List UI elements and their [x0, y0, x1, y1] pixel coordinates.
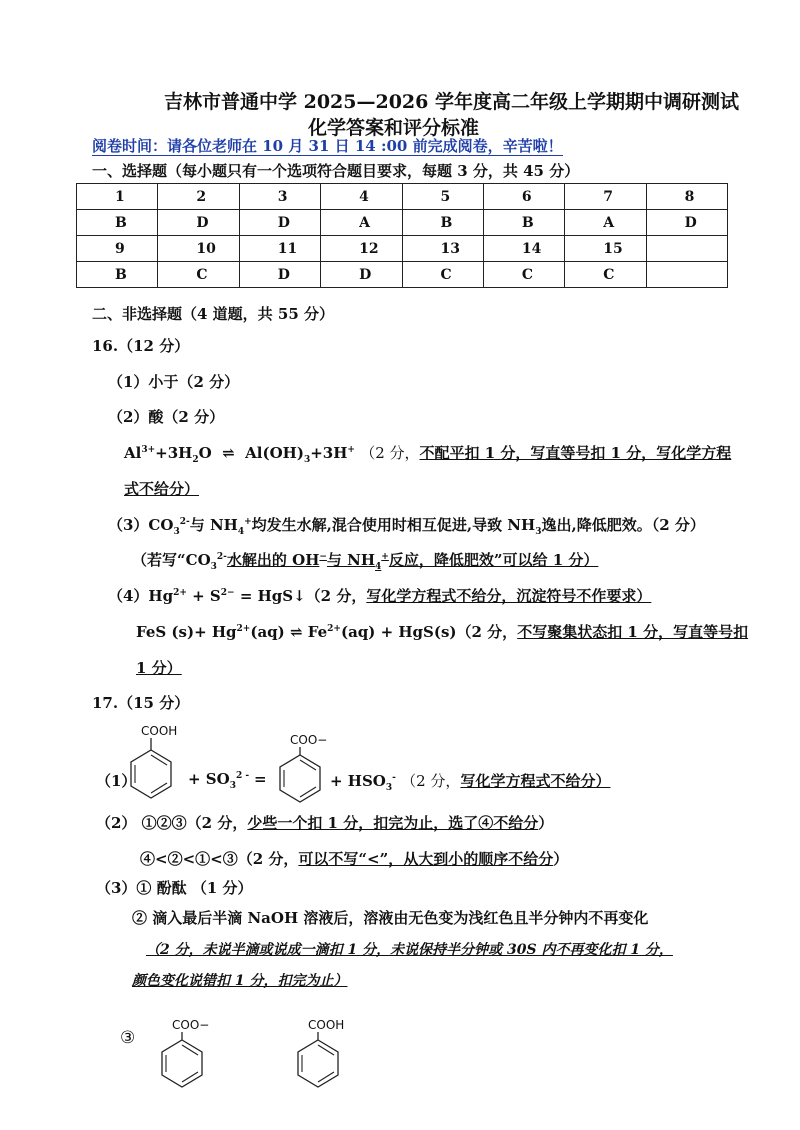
- table-cell: D: [321, 262, 402, 288]
- table-cell: 12: [321, 236, 402, 262]
- text: ④<②<①<③（2 分，: [140, 850, 299, 868]
- grading-note: 少些一个扣 1 分，扣完为止，选了④不给分: [247, 814, 539, 832]
- answer-table: [76, 183, 728, 288]
- eq-text: +3H: [310, 444, 348, 462]
- q16-part4-equation: [136, 621, 748, 642]
- text: + SO: [188, 770, 230, 788]
- benzene-ring-icon: [157, 1032, 207, 1094]
- grading-note: 不写聚集状态扣 1 分，写直等号扣: [517, 623, 749, 641]
- text: Fe: [302, 623, 328, 641]
- q16-part4: [108, 585, 651, 606]
- section-2-heading: 二、非选择题（4 道题，共 55 分）: [92, 305, 334, 323]
- table-row: [77, 262, 728, 288]
- benzene-ring-icon: [275, 747, 325, 809]
- table-cell: 6: [483, 184, 564, 210]
- text: 逸出,降低肥效。（2 分）: [541, 516, 705, 534]
- bisulfite-term: [330, 770, 610, 793]
- q17-part3-endpoint: ② 滴入最后半滴 NaOH 溶液后，溶液由无色变为浅红色且半分钟内不再变化: [132, 909, 649, 927]
- table-cell: 4: [321, 184, 402, 210]
- q17-header: 17.（15 分）: [92, 694, 190, 712]
- table-cell: 2: [158, 184, 239, 210]
- sup: 2−: [220, 588, 235, 598]
- table-cell: A: [565, 210, 646, 236]
- table-cell: C: [565, 262, 646, 288]
- table-cell: C: [483, 262, 564, 288]
- text: = HgS↓（2 分，: [234, 587, 367, 605]
- equals-sign: =: [254, 770, 267, 788]
- coo-minus-label: COO−: [290, 733, 328, 747]
- q16-part3-alternative: [132, 549, 598, 572]
- q17-part3-grading: （2 分，未说半滴或说成一滴扣 1 分，未说保持半分钟或 30S 内不再变化扣 1 分，: [146, 942, 673, 958]
- text: （2） ①②③（2 分，: [96, 814, 248, 832]
- text: 与 NH: [326, 551, 376, 569]
- table-cell: 9: [77, 236, 158, 262]
- grading-note: 可以不写“<”，从大到小的顺序不给分: [298, 850, 554, 868]
- eq-sub: 3: [303, 455, 311, 465]
- benzene-ring-icon: [126, 738, 176, 808]
- table-cell: C: [402, 262, 483, 288]
- table-cell: 5: [402, 184, 483, 210]
- eq-text: +3H: [155, 444, 193, 462]
- text: FeS (s)+ Hg: [136, 623, 237, 641]
- table-cell: B: [402, 210, 483, 236]
- sup: +: [381, 552, 389, 562]
- eq-text: O: [198, 444, 212, 462]
- text: （4）Hg: [108, 587, 174, 605]
- q17-part2: [96, 812, 553, 833]
- sup: 2 -: [235, 771, 250, 781]
- eq-sub: 2: [192, 455, 199, 465]
- q16-header: 16.（12 分）: [92, 337, 190, 355]
- grading-note-cont: 1 分）: [136, 659, 182, 677]
- equilibrium-arrow-icon: ⇌: [289, 623, 303, 641]
- grading-note: 写化学方程式不给分）: [460, 772, 611, 790]
- text: （若写“CO: [132, 551, 211, 569]
- sulfite-term: [188, 770, 249, 791]
- q17-part3-grading-cont: 颜色变化说错扣 1 分，扣完为止）: [132, 973, 348, 989]
- table-row: [77, 236, 728, 262]
- table-cell: 3: [239, 184, 320, 210]
- exam-title: 吉林市普通中学 2025—2026 学年度高二年级上学期期中调研测试: [164, 91, 739, 113]
- text: 与 NH: [189, 516, 238, 534]
- sup: 2-: [216, 552, 227, 562]
- score: （2 分，: [401, 772, 461, 790]
- sup: 2-: [179, 517, 190, 527]
- sub: 3: [229, 781, 236, 791]
- section-1-heading: 一、选择题（每小题只有一个选项符合题目要求，每题 3 分，共 45 分）: [92, 162, 580, 180]
- sub: 4: [237, 527, 245, 537]
- table-cell: D: [239, 262, 320, 288]
- table-row: [77, 184, 728, 210]
- grading-notice: 阅卷时间：请各位老师在 10 月 31 日 14 :00 前完成阅卷，辛苦啦！: [92, 137, 563, 155]
- table-cell: C: [158, 262, 239, 288]
- eq-text: Al(OH): [245, 444, 304, 462]
- table-cell: 10: [158, 236, 239, 262]
- grading-note: 不配平扣 1 分，写直等号扣 1 分，写化学方程: [419, 444, 732, 462]
- q16-part1: （1）小于（2 分）: [108, 373, 240, 391]
- text: (aq) + HgS(s)（2 分，: [340, 623, 518, 641]
- q17-part3-item3: ③: [120, 1028, 136, 1048]
- sup: 2+: [173, 588, 187, 598]
- cooh-label: COOH: [308, 1018, 345, 1032]
- table-cell: 1: [77, 184, 158, 210]
- table-cell: [646, 236, 727, 262]
- sub: 3: [385, 783, 393, 793]
- sub: 4: [375, 562, 382, 572]
- table-cell: B: [77, 210, 158, 236]
- sup: 2+: [327, 624, 341, 634]
- q17-part1-label: （1）: [96, 772, 137, 790]
- sup: +: [244, 517, 252, 527]
- table-cell: D: [239, 210, 320, 236]
- q16-hydrolysis-equation: [124, 442, 731, 465]
- coo-minus-label: COO−: [172, 1018, 210, 1032]
- grading-note-cont: 式不给分）: [124, 480, 200, 498]
- table-cell: 11: [239, 236, 320, 262]
- sup: -: [392, 773, 396, 783]
- text: 水解出的 OH: [226, 551, 320, 569]
- score: （2 分，: [360, 444, 420, 462]
- text: 均发生水解,混合使用时相互促进,导致 NH: [251, 516, 536, 534]
- text: + S: [186, 587, 221, 605]
- eq-sup: +: [347, 445, 355, 455]
- q17-part2-order: [140, 848, 568, 869]
- text: ）: [538, 814, 554, 832]
- equilibrium-arrow-icon: ⇌: [222, 444, 235, 462]
- sub: 3: [210, 562, 217, 572]
- table-cell: 15: [565, 236, 646, 262]
- table-cell: B: [483, 210, 564, 236]
- table-cell: 13: [402, 236, 483, 262]
- table-cell: D: [646, 210, 727, 236]
- q16-part3: [108, 514, 705, 537]
- cooh-label: COOH: [141, 724, 178, 738]
- text: （3）CO: [108, 516, 174, 534]
- table-cell: 14: [483, 236, 564, 262]
- text: (aq): [250, 623, 290, 641]
- table-cell: B: [77, 262, 158, 288]
- table-cell: A: [321, 210, 402, 236]
- exam-subtitle: 化学答案和评分标准: [308, 117, 480, 139]
- benzene-ring-icon: [293, 1032, 343, 1094]
- grading-note: 写化学方程式不给分，沉淀符号不作要求）: [366, 587, 652, 605]
- text: ）: [553, 850, 569, 868]
- table-cell: D: [158, 210, 239, 236]
- sup: 2+: [236, 624, 251, 634]
- q16-part2: （2）酸（2 分）: [108, 408, 225, 426]
- eq-text: Al: [124, 444, 142, 462]
- sub: 3: [535, 527, 542, 537]
- sub: 3: [173, 527, 180, 537]
- text: + HSO: [330, 772, 386, 790]
- q17-part3-indicator: （3）① 酚酞 （1 分）: [96, 879, 253, 897]
- text: 反应，降低肥效”可以给 1 分）: [388, 551, 599, 569]
- eq-sup: 3+: [141, 445, 156, 455]
- table-cell: [646, 262, 727, 288]
- table-cell: 8: [646, 184, 727, 210]
- table-row: [77, 210, 728, 236]
- sup: −: [319, 552, 327, 562]
- table-cell: 7: [565, 184, 646, 210]
